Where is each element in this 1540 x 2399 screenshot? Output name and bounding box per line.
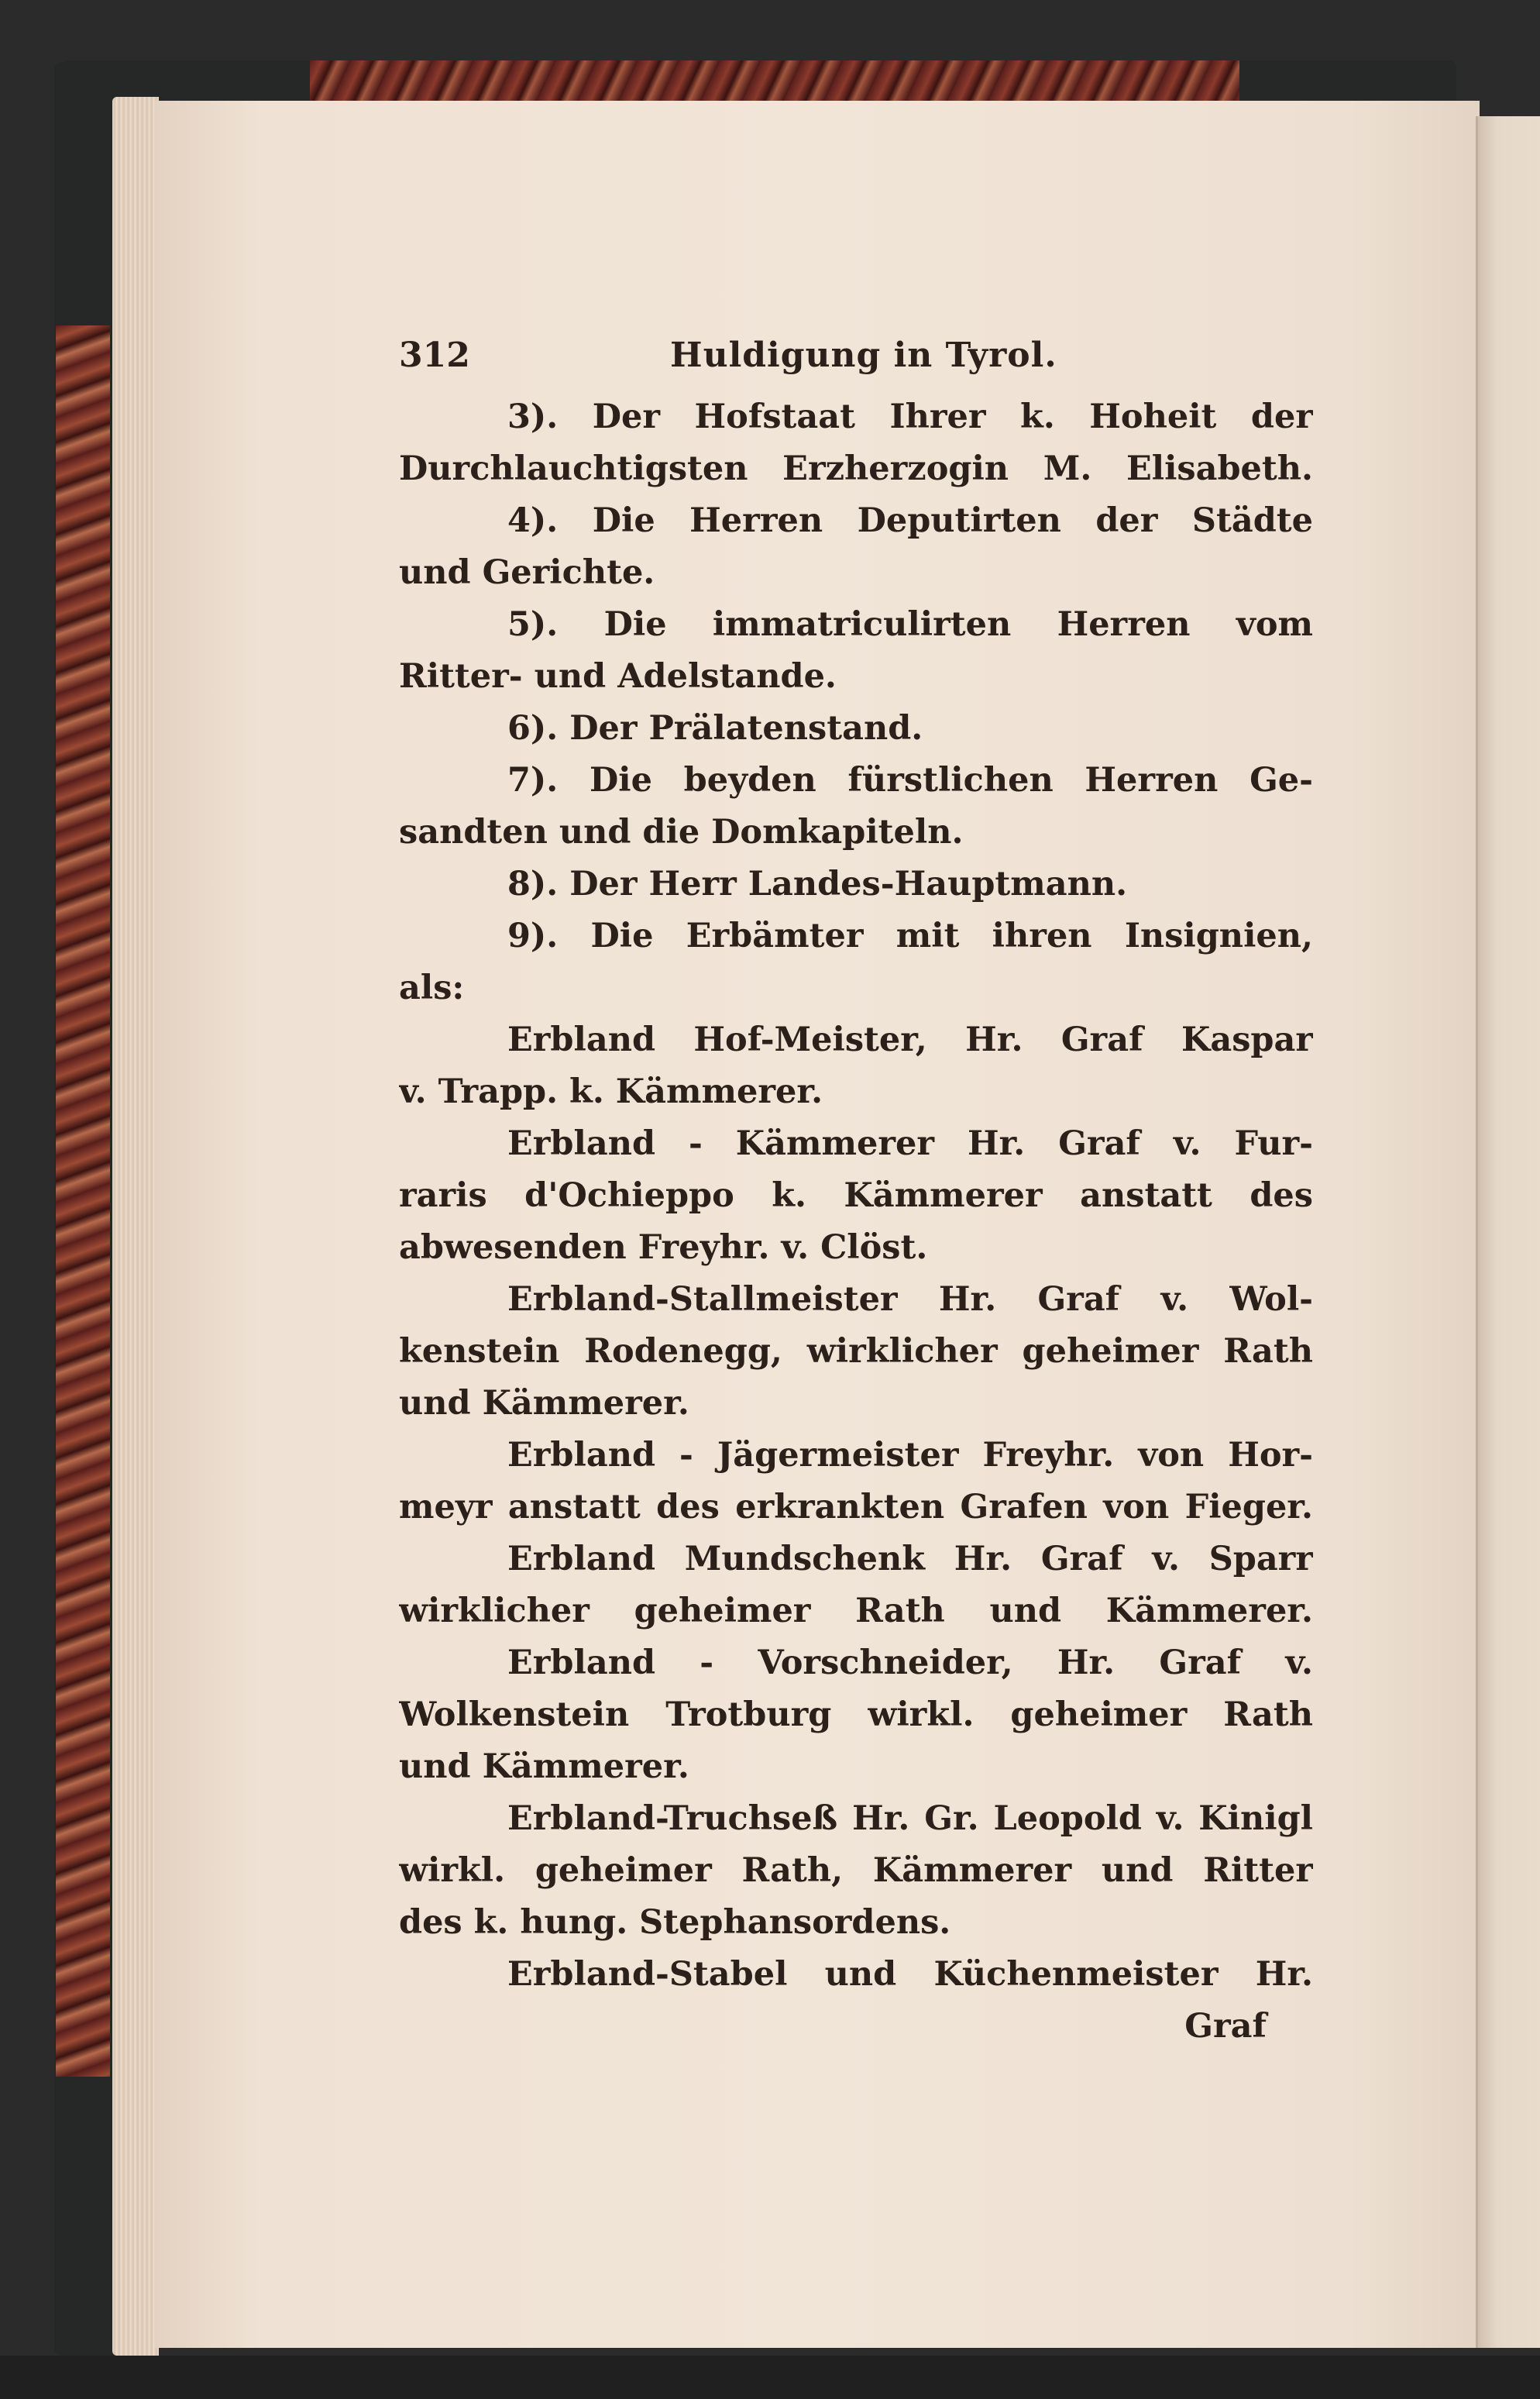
- text-line: Erbland - Kämmerer Hr. Graf v. Fur-: [507, 1124, 1313, 1163]
- page-header: [399, 329, 1313, 391]
- text-line: sandten und die Domkapiteln.: [399, 813, 964, 852]
- running-title: Huldigung in Tyrol.: [670, 336, 1057, 375]
- text-line: 4). Die Herren Deputirten der Städte: [507, 501, 1313, 540]
- text-line: Erbland Hof-Meister, Hr. Graf Kaspar: [507, 1021, 1313, 1059]
- marbled-cover-edge: [56, 325, 110, 2077]
- marbled-cover-top: [310, 60, 1239, 107]
- text-line: 9). Die Erbämter mit ihren Insignien,: [507, 917, 1313, 955]
- text-line: v. Trapp. k. Kämmerer.: [399, 1072, 823, 1111]
- text-line: meyr anstatt des erkrankten Grafen von Fieger.: [399, 1488, 1313, 1526]
- text-line: 7). Die beyden fürstlichen Herren Ge-: [507, 761, 1313, 800]
- text-line: Erbland-Truchseß Hr. Gr. Leopold v. Kinigl: [507, 1799, 1313, 1838]
- text-line: 8). Der Herr Landes-Hauptmann.: [507, 865, 1128, 903]
- text-line: Durchlauchtigsten Erzherzogin M. Elisabeth.: [399, 449, 1313, 488]
- bottom-background: [0, 2356, 1540, 2399]
- text-line: kenstein Rodenegg, wirklicher geheimer Rath: [399, 1332, 1313, 1371]
- text-line: und Kämmerer.: [399, 1747, 689, 1786]
- catchword: Graf: [1184, 2007, 1267, 2046]
- text-line: wirkl. geheimer Rath, Kämmerer und Ritter: [399, 1851, 1313, 1890]
- page-text: [399, 329, 1313, 2053]
- text-line: und Kämmerer.: [399, 1384, 689, 1423]
- page-edges: [112, 97, 159, 2356]
- text-line: des k. hung. Stephansordens.: [399, 1903, 951, 1942]
- text-line: raris d'Ochieppo k. Kämmerer anstatt des: [399, 1176, 1313, 1215]
- text-line: Erbland-Stallmeister Hr. Graf v. Wol-: [507, 1280, 1313, 1319]
- text-line: 3). Der Hofstaat Ihrer k. Hoheit der: [507, 398, 1313, 436]
- text-line: Erbland Mundschenk Hr. Graf v. Sparr: [507, 1540, 1313, 1578]
- next-page-edge: [1476, 116, 1540, 2348]
- text-line: 6). Der Prälatenstand.: [507, 709, 923, 748]
- text-line: als:: [399, 969, 465, 1007]
- text-line: Erbland - Jägermeister Freyhr. von Hor-: [507, 1436, 1313, 1475]
- page-number: 312: [399, 336, 470, 375]
- text-line: wirklicher geheimer Rath und Kämmerer.: [399, 1592, 1313, 1630]
- text-line: 5). Die immatriculirten Herren vom: [507, 605, 1313, 644]
- text-line: Erbland-Stabel und Küchenmeister Hr.: [507, 1955, 1313, 1994]
- text-line: Wolkenstein Trotburg wirkl. geheimer Rath: [399, 1695, 1313, 1734]
- text-line: Ritter- und Adelstande.: [399, 657, 837, 696]
- text-line: abwesenden Freyhr. v. Clöst.: [399, 1228, 928, 1267]
- text-line: Erbland - Vorschneider, Hr. Graf v.: [507, 1644, 1313, 1682]
- text-line: und Gerichte.: [399, 553, 655, 592]
